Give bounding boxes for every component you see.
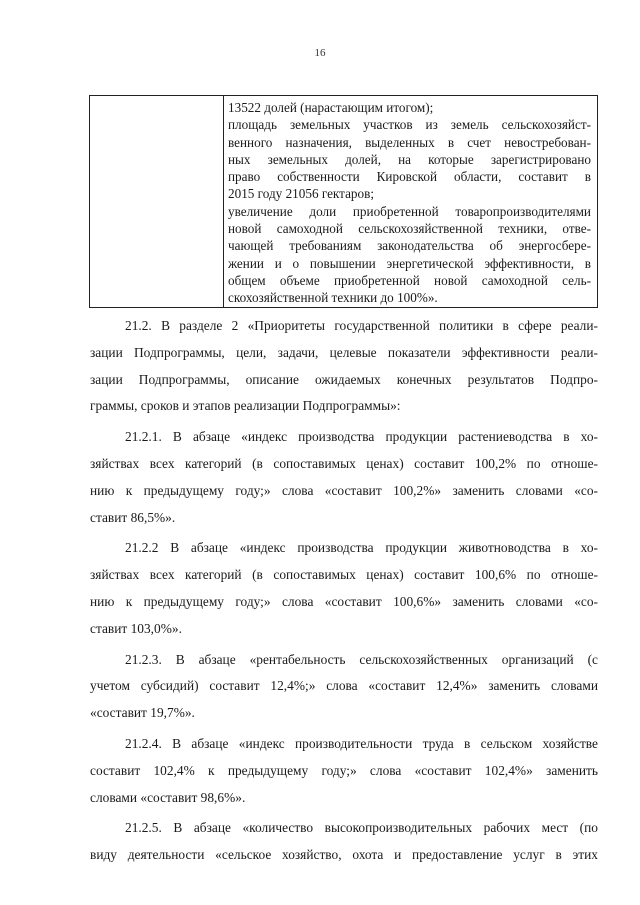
- table-cell-line: скохозяйственной техники до 100%».: [228, 290, 438, 306]
- table-cell-line: 2015 году 21056 гектаров;: [228, 186, 375, 202]
- table-cell-line: ных земельных долей, на которые зарегистрировано: [228, 151, 591, 167]
- paragraph-line: 21.2.3. В абзаце «рентабельность сельскохозяйственных организаций (с: [125, 651, 598, 667]
- paragraph-line: ставит 86,5%».: [90, 509, 176, 525]
- paragraph-line: 21.2.5. В абзаце «количество высокопроизводительных рабочих мест (по: [125, 820, 598, 836]
- table-cell-line: площадь земельных участков из земель сельскохозяйст-: [228, 117, 591, 133]
- paragraph-line: словами «составит 98,6%».: [90, 789, 246, 805]
- paragraph-line: зации Подпрограммы, цели, задачи, целевые показатели эффективности реали-: [90, 344, 598, 360]
- paragraph-line: 21.2.2 В абзаце «индекс производства продукции животноводства в хо-: [125, 540, 598, 556]
- table-cell-line: жении и о повышении энергетической эффективности, в: [228, 255, 591, 271]
- paragraph: [90, 313, 598, 420]
- paragraph-line: учетом субсидий) составит 12,4%;» слова «составит 12,4%» заменить словами: [90, 678, 598, 694]
- paragraph: [90, 731, 598, 811]
- paragraph-line: составит 102,4% к предыдущему году;» слова «составит 102,4%» заменить: [90, 762, 598, 778]
- paragraph-line: 21.2.4. В абзаце «индекс производительности труда в сельском хозяйстве: [125, 735, 598, 751]
- table-cell-line: увеличение доли приобретенной товаропроизводителями: [228, 203, 591, 219]
- paragraph-line: граммы, сроков и этапов реализации Подпрограммы»:: [90, 398, 401, 414]
- table-cell-line: право собственности Кировской области, составит в: [228, 169, 591, 185]
- table-cell-line: 13522 долей (нарастающим итогом);: [228, 100, 434, 115]
- paragraph: [90, 815, 598, 869]
- paragraph-line: виду деятельности «сельское хозяйство, охота и предоставление услуг в этих: [90, 847, 598, 863]
- page-number: 16: [314, 47, 326, 59]
- paragraph-line: 21.2. В разделе 2 «Приоритеты государственной политики в сфере реали-: [125, 318, 598, 333]
- table-cell-text: [228, 99, 591, 307]
- table-continuation: [89, 95, 598, 308]
- paragraph-line: зяйствах всех категорий (в сопоставимых ценах) составит 100,2% по отноше-: [90, 455, 598, 471]
- paragraph-line: зации Подпрограммы, описание ожидаемых конечных результатов Подпро-: [90, 371, 598, 387]
- paragraph: [90, 424, 598, 531]
- paragraph-line: ставит 103,0%».: [90, 620, 182, 636]
- table-cell-line: чающей требованиям законодательства об энергосбере-: [228, 238, 591, 254]
- paragraph-line: зяйствах всех категорий (в сопоставимых ценах) составит 100,6% по отноше-: [90, 567, 598, 583]
- paragraph-line: 21.2.1. В абзаце «индекс производства продукции растениеводства в хо-: [125, 429, 598, 445]
- paragraph: [90, 535, 598, 642]
- paragraph: [90, 647, 598, 727]
- table-cell-line: общем объеме приобретенной новой самоходной сель-: [228, 272, 591, 288]
- paragraph-line: «составит 19,7%».: [90, 705, 195, 721]
- document-body: [90, 313, 598, 873]
- paragraph-line: нию к предыдущему году;» слова «составит 100,6%» заменить словами «со-: [90, 593, 598, 609]
- paragraph-line: нию к предыдущему году;» слова «составит 100,2%» заменить словами «со-: [90, 482, 598, 498]
- table-cell-line: венного назначения, выделенных в счет невостребован-: [228, 134, 591, 150]
- table-column-divider: [223, 96, 224, 307]
- table-cell-line: новой самоходной сельскохозяйственной техники, отве-: [228, 221, 591, 237]
